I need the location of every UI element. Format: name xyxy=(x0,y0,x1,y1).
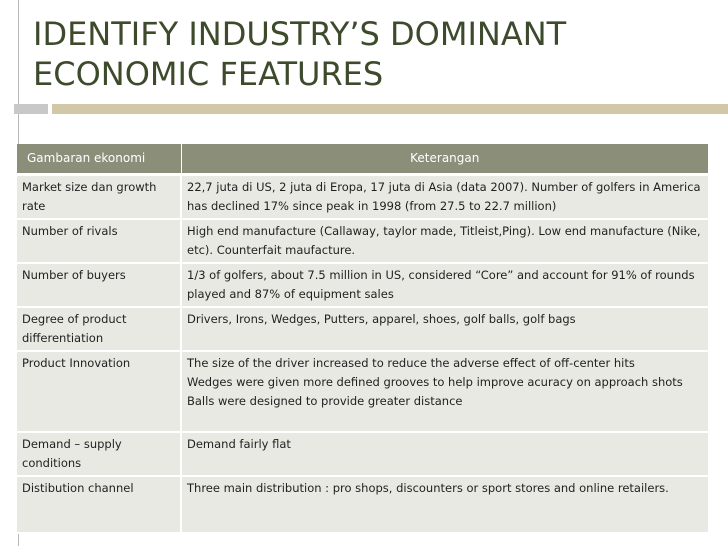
feature-cell: Number of buyers xyxy=(17,263,181,307)
description-cell xyxy=(181,219,708,263)
page-title xyxy=(33,14,713,94)
table-row xyxy=(17,263,708,307)
description-cell xyxy=(181,175,708,220)
description-line: The size of the driver increased to reduce the adverse effect of off-center hits xyxy=(187,356,635,370)
description-line: Three main distribution : pro shops, discounters or sport stores and online retailers. xyxy=(187,481,669,495)
description-cell xyxy=(181,351,708,432)
title-line-2: ECONOMIC FEATURES xyxy=(33,55,384,93)
header-gambaran-ekonomi: Gambaran ekonomi xyxy=(17,144,181,175)
feature-cell: Demand – supply conditions xyxy=(17,432,181,476)
table-row xyxy=(17,476,708,533)
description-cell xyxy=(181,476,708,533)
description-line: 1/3 of golfers, about 7.5 million in US, considered “Core” and account for 91% of rounds played and 87% of equipment sales xyxy=(187,268,695,301)
table-row xyxy=(17,175,708,220)
title-divider-gold xyxy=(52,104,728,114)
title-divider-gray xyxy=(14,104,48,114)
title-line-1: IDENTIFY INDUSTRY’S DOMINANT xyxy=(33,15,567,53)
table-header-row xyxy=(17,144,708,175)
description-line: High end manufacture (Callaway, taylor made, Titleist,Ping). Low end manufacture (Nike, etc). Counterfait maufacture. xyxy=(187,224,701,257)
description-line: Wedges were given more defined grooves to help improve acuracy on approach shots xyxy=(187,375,683,389)
description-line: Demand fairly flat xyxy=(187,437,291,451)
table-row xyxy=(17,307,708,351)
header-keterangan: Keterangan xyxy=(181,144,708,175)
feature-cell: Market size dan growth rate xyxy=(17,175,181,220)
description-cell xyxy=(181,307,708,351)
table-row xyxy=(17,351,708,432)
description-line: Drivers, Irons, Wedges, Putters, apparel, shoes, golf balls, golf bags xyxy=(187,312,576,326)
feature-cell: Number of rivals xyxy=(17,219,181,263)
table-row xyxy=(17,219,708,263)
table-row xyxy=(17,432,708,476)
description-line: 22,7 juta di US, 2 juta di Eropa, 17 juta di Asia (data 2007). Number of golfers in America has declined 17% since peak in 1998 (from 27.5 to 22.7 million) xyxy=(187,180,701,213)
feature-cell: Product Innovation xyxy=(17,351,181,432)
description-line: Balls were designed to provide greater distance xyxy=(187,394,463,408)
economic-features-table xyxy=(17,144,708,534)
feature-cell: Distibution channel xyxy=(17,476,181,533)
feature-cell: Degree of product differentiation xyxy=(17,307,181,351)
description-cell xyxy=(181,263,708,307)
description-cell xyxy=(181,432,708,476)
